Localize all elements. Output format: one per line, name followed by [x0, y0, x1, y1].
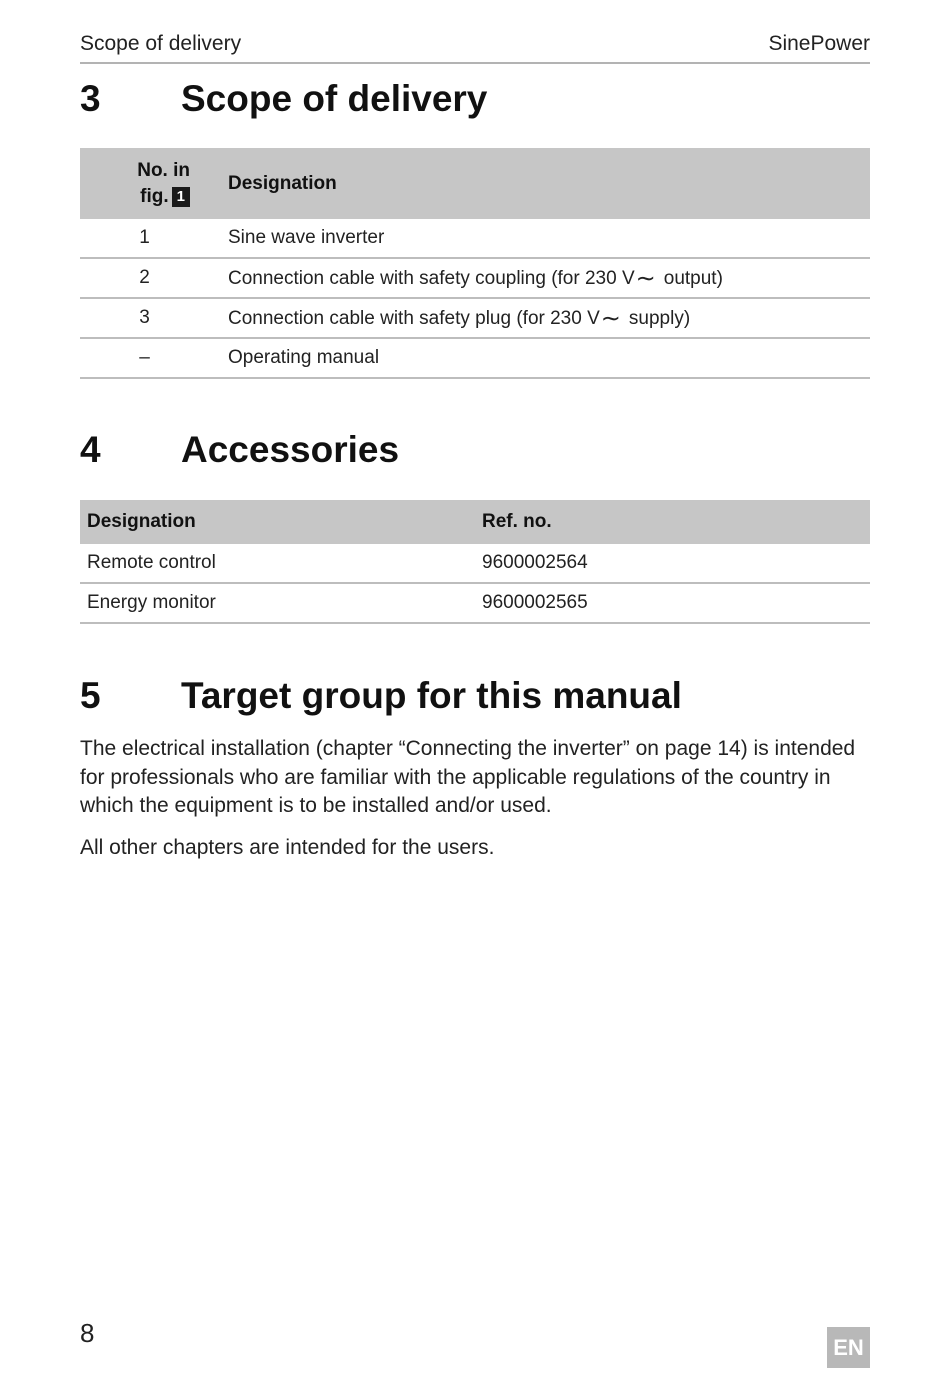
column-header-number — [80, 148, 202, 219]
row-designation — [202, 338, 870, 378]
table-header-row — [80, 500, 870, 544]
table-row — [80, 298, 870, 338]
table-row — [80, 338, 870, 378]
running-header-chapter: Scope of delivery — [80, 32, 242, 55]
designation-text: Operating manual — [228, 347, 380, 368]
page-number: 8 — [80, 1318, 95, 1348]
table-row — [80, 219, 870, 258]
table-row — [80, 583, 870, 623]
figure-reference-badge: 1 — [172, 187, 190, 207]
row-ref-no: 9600002564 — [475, 544, 870, 583]
column-header-designation: Designation — [80, 500, 475, 544]
designation-suffix: supply) — [628, 307, 691, 329]
row-designation: Remote control — [80, 544, 475, 583]
row-number: 2 — [80, 258, 202, 298]
row-number: 1 — [80, 219, 202, 258]
row-designation: Energy monitor — [80, 583, 475, 623]
target-group-paragraph: The electrical installation (chapter “Connecting the inverter” on page 14) is intended for professionals who are familiar with the applicable regulations of the country in which the equipment is to be installed and/or used. — [80, 737, 856, 817]
scope-of-delivery-table — [80, 148, 870, 379]
table-row — [80, 258, 870, 298]
section-number: 4 — [80, 429, 101, 470]
section-title: Scope of delivery — [181, 78, 488, 119]
ac-tilde-icon: ∼ — [635, 264, 656, 292]
accessories-table — [80, 500, 870, 624]
section-number: 5 — [80, 675, 101, 716]
manual-page — [80, 0, 870, 1374]
ac-tilde-icon: ∼ — [600, 304, 621, 332]
row-designation — [202, 258, 870, 298]
designation-text: Connection cable with safety coupling (for 230 V — [228, 267, 635, 289]
designation-suffix: output) — [663, 267, 723, 289]
column-header-number-line1: No. in — [137, 159, 190, 181]
language-badge: EN — [827, 1327, 870, 1368]
row-designation — [202, 298, 870, 338]
table-header-row — [80, 148, 870, 219]
designation-text: Connection cable with safety plug (for 230 V — [228, 307, 600, 329]
column-header-designation: Designation — [202, 148, 870, 219]
row-number: – — [80, 338, 202, 378]
running-header — [80, 30, 870, 64]
section-title: Accessories — [181, 429, 400, 470]
row-designation — [202, 219, 870, 258]
column-header-number-line2: fig. — [140, 185, 169, 207]
column-header-ref-no: Ref. no. — [475, 500, 870, 544]
section-number: 3 — [80, 78, 101, 119]
table-row — [80, 544, 870, 583]
target-group-paragraph-users: All other chapters are intended for the users. — [80, 836, 495, 859]
row-ref-no: 9600002565 — [475, 583, 870, 623]
running-header-product: SinePower — [768, 32, 870, 55]
row-number: 3 — [80, 298, 202, 338]
section-title: Target group for this manual — [181, 675, 682, 716]
designation-text: Sine wave inverter — [228, 227, 385, 248]
